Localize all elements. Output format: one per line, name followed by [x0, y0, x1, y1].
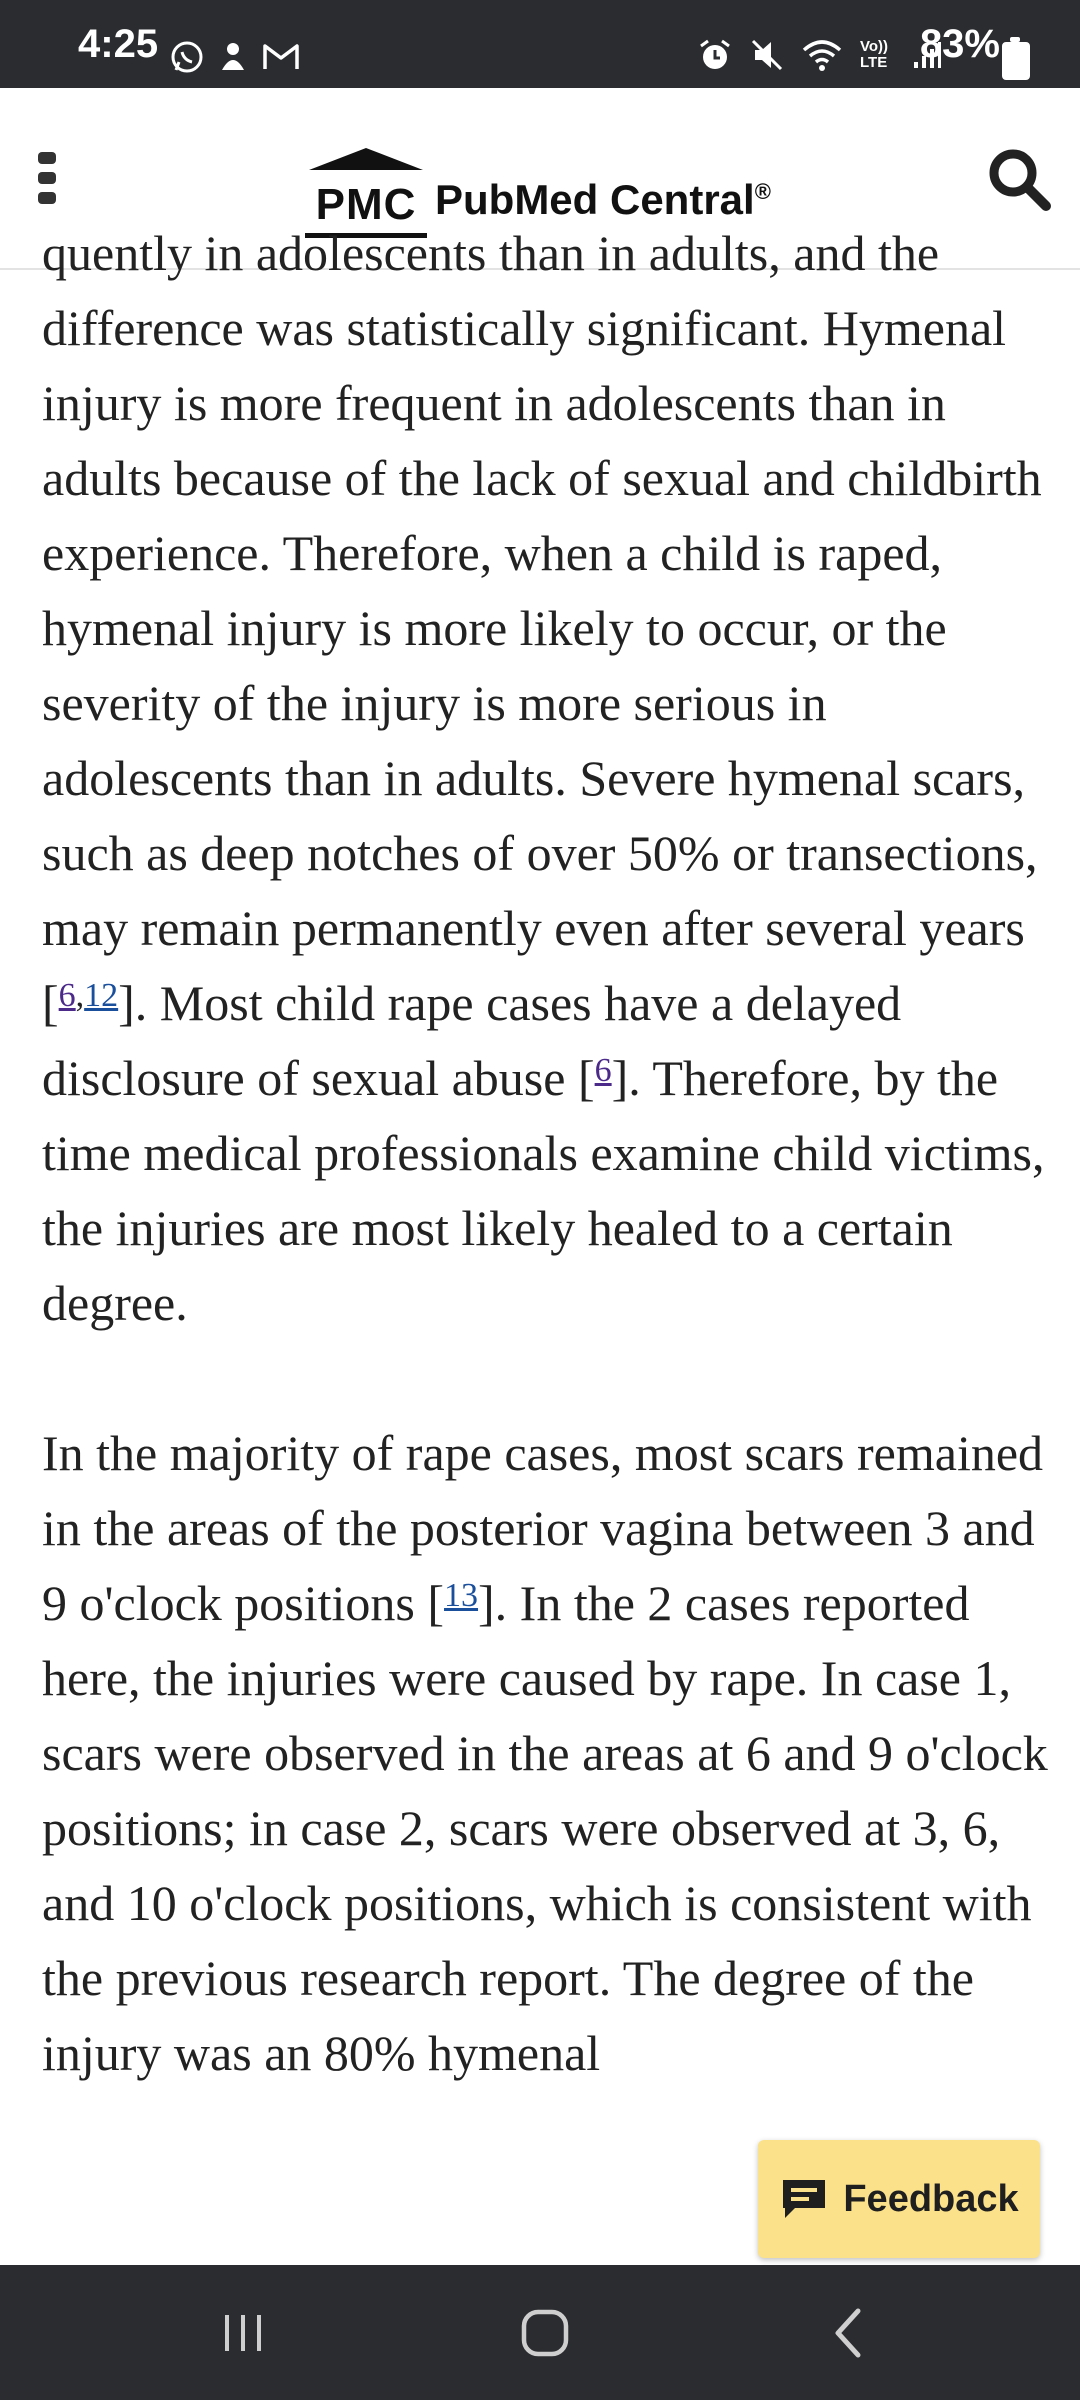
- feedback-button[interactable]: [758, 2140, 1040, 2258]
- citation-link-12[interactable]: 12: [84, 977, 119, 1014]
- citation: [444, 1577, 478, 1614]
- status-bar: [0, 0, 1080, 88]
- wifi-icon: [802, 38, 842, 72]
- building-icon: [307, 146, 425, 172]
- feedback-label: Feedback: [843, 2177, 1019, 2220]
- citation-link-6[interactable]: 6: [594, 1052, 612, 1089]
- feedback-icon: [779, 2176, 829, 2222]
- citation: [595, 1052, 612, 1089]
- paragraph-text: ]. In the 2 cases reported here, the injuries were caused by rape. In case 1, scars were observed in the areas at 6 and 9 o'clock positions; in case 2, scars were observed at 3, 6, and 10 o'clock positions, which is consistent with the previous research report. The degree of the injury was an 80% hymenal: [42, 1575, 1048, 2081]
- citation-link-6[interactable]: 6: [58, 977, 76, 1014]
- citation-separator: ,: [75, 977, 85, 1014]
- alarm-icon: [698, 38, 732, 72]
- logo-name-text: PubMed Central: [435, 176, 755, 223]
- logo-abbr: PMC: [315, 180, 417, 229]
- search-icon[interactable]: [986, 146, 1052, 212]
- volte-icon: Vo)) LTE: [860, 38, 889, 71]
- article-text: [42, 216, 1052, 2166]
- whatsapp-icon: [170, 40, 204, 74]
- notification-icon: [218, 40, 248, 74]
- battery-icon: [1002, 42, 1030, 80]
- registered-mark: ®: [754, 179, 771, 204]
- battery-level: 83%: [919, 22, 1000, 66]
- status-right-icons: [698, 38, 942, 72]
- citation: [59, 977, 119, 1014]
- paragraph-text: ]. Therefore, by the time medical professionals examine child victims, the injuries are most likely healed to a certain degree.: [42, 1050, 1045, 1331]
- back-icon[interactable]: [820, 2303, 880, 2363]
- navigation-bar: [0, 2265, 1080, 2400]
- gmail-icon: [262, 42, 300, 72]
- paragraph-text: ]. Most child rape cases have a delayed disclosure of sexual abuse [: [42, 975, 902, 1106]
- citation-link-13[interactable]: 13: [444, 1577, 479, 1614]
- status-time: 4:25: [78, 22, 159, 66]
- paragraph: [42, 1416, 1052, 2091]
- status-left-icons: [170, 40, 300, 74]
- home-icon[interactable]: [515, 2303, 575, 2363]
- paragraph-text: In the majority of rape cases, most scars remained in the areas of the posterior vagina between 3 and 9 o'clock positions [: [42, 1425, 1044, 1631]
- recents-icon[interactable]: [213, 2303, 273, 2363]
- paragraph-text: quently in adolescents than in adults, and the difference was statistically significant. Hymenal injury is more frequent in adolescents than in adults because of the lack of sexual and childbirth experience. Therefore, when a child is raped, hymenal injury is more likely to occur, or the severity of the injury is more serious in adolescents than in adults. Severe hymenal scars, such as deep notches of over 50% or transections, may remain permanently even after several years [: [42, 225, 1042, 1031]
- mute-icon: [750, 38, 784, 72]
- menu-icon[interactable]: [30, 148, 66, 208]
- paragraph: [42, 216, 1052, 1341]
- article-body: [0, 225, 1080, 2265]
